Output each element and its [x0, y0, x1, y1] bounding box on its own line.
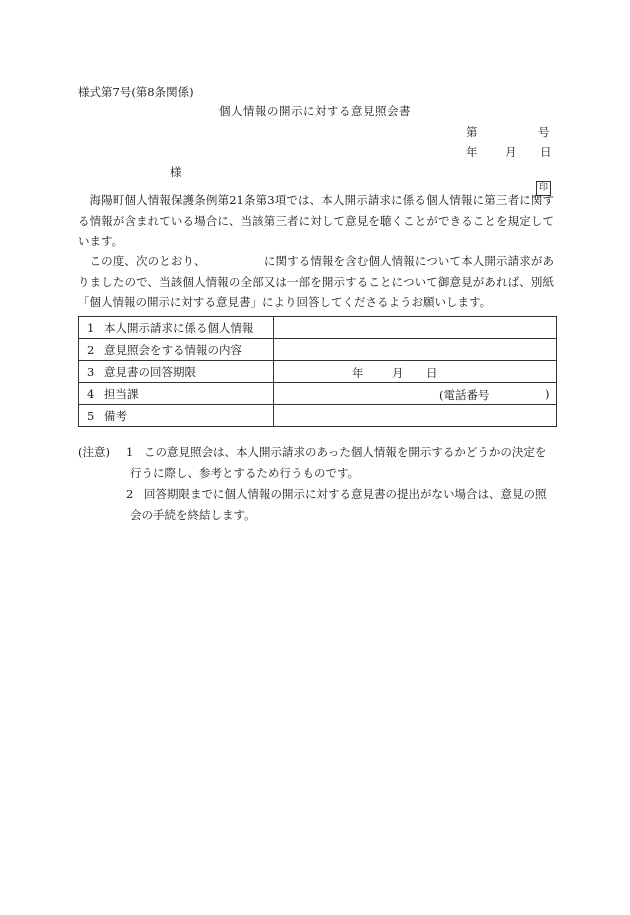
row-value-deadline[interactable] — [274, 361, 557, 383]
reference-prefix: 第 — [466, 125, 478, 139]
table-row — [79, 383, 557, 405]
row-value-department[interactable] — [274, 383, 557, 405]
addressee: 様 — [170, 165, 182, 179]
phone-open: (電話番号 — [439, 387, 490, 402]
seal-mark: 印 — [536, 181, 551, 196]
row-value-content[interactable] — [274, 339, 557, 361]
notes-section — [78, 442, 558, 526]
table-row — [79, 405, 557, 427]
document-title: 個人情報の開示に対する意見照会書 — [219, 104, 411, 118]
row-label: 3 意見書の回答期限 — [79, 361, 274, 383]
row-value-remarks[interactable] — [274, 405, 557, 427]
row-label: 5 備考 — [79, 405, 274, 427]
notes-heading: (注意) — [78, 445, 110, 459]
date-year: 年 — [466, 145, 478, 159]
paragraph-request — [78, 251, 554, 313]
table-row — [79, 361, 557, 383]
note-text: この意見照会は、本人開示請求のあった個人情報を開示するかどうかの決定を — [144, 445, 547, 459]
note-text: 会の手続を終結します。 — [130, 508, 256, 522]
paragraph-request-after: に関する情報を含む個人情報について本人開示請求がありましたので、当該個人情報の全部又は一部を開示することについて御意見があれば、別紙「個人情報の開示に対する意見書」により回答してくださるようお願いします。 — [78, 254, 554, 309]
reference-suffix: 号 — [538, 125, 550, 139]
deadline-month: 月 — [392, 365, 404, 380]
date-month: 月 — [505, 145, 517, 159]
note-number: 1 — [126, 445, 134, 459]
deadline-year: 年 — [352, 365, 364, 380]
note-number: 2 — [126, 487, 134, 501]
row-label: 2 意見照会をする情報の内容 — [79, 339, 274, 361]
form-number: 様式第7号(第8条関係) — [78, 85, 194, 99]
deadline-day: 日 — [426, 365, 438, 380]
info-table — [78, 316, 557, 427]
phone-close: ) — [545, 386, 550, 401]
paragraph-legal-basis: 海陽町個人情報保護条例第21条第3項では、本人開示請求に係る個人情報に第三者に関する情報が含まれている場合に、当該第三者に対して意見を聴くことができることを規定しています。 — [78, 193, 554, 248]
note-text: 回答期限までに個人情報の開示に対する意見書の提出がない場合は、意見の照 — [144, 487, 547, 501]
date-day: 日 — [540, 145, 552, 159]
table-row — [79, 317, 557, 339]
note-text: 行うに際し、参考とするため行うものです。 — [130, 466, 360, 480]
paragraph-request-before: この度、次のとおり、 — [89, 254, 206, 268]
row-label: 4 担当課 — [79, 383, 274, 405]
row-label: 1 本人開示請求に係る個人情報 — [79, 317, 274, 339]
row-value-personal-info[interactable] — [274, 317, 557, 339]
table-row — [79, 339, 557, 361]
